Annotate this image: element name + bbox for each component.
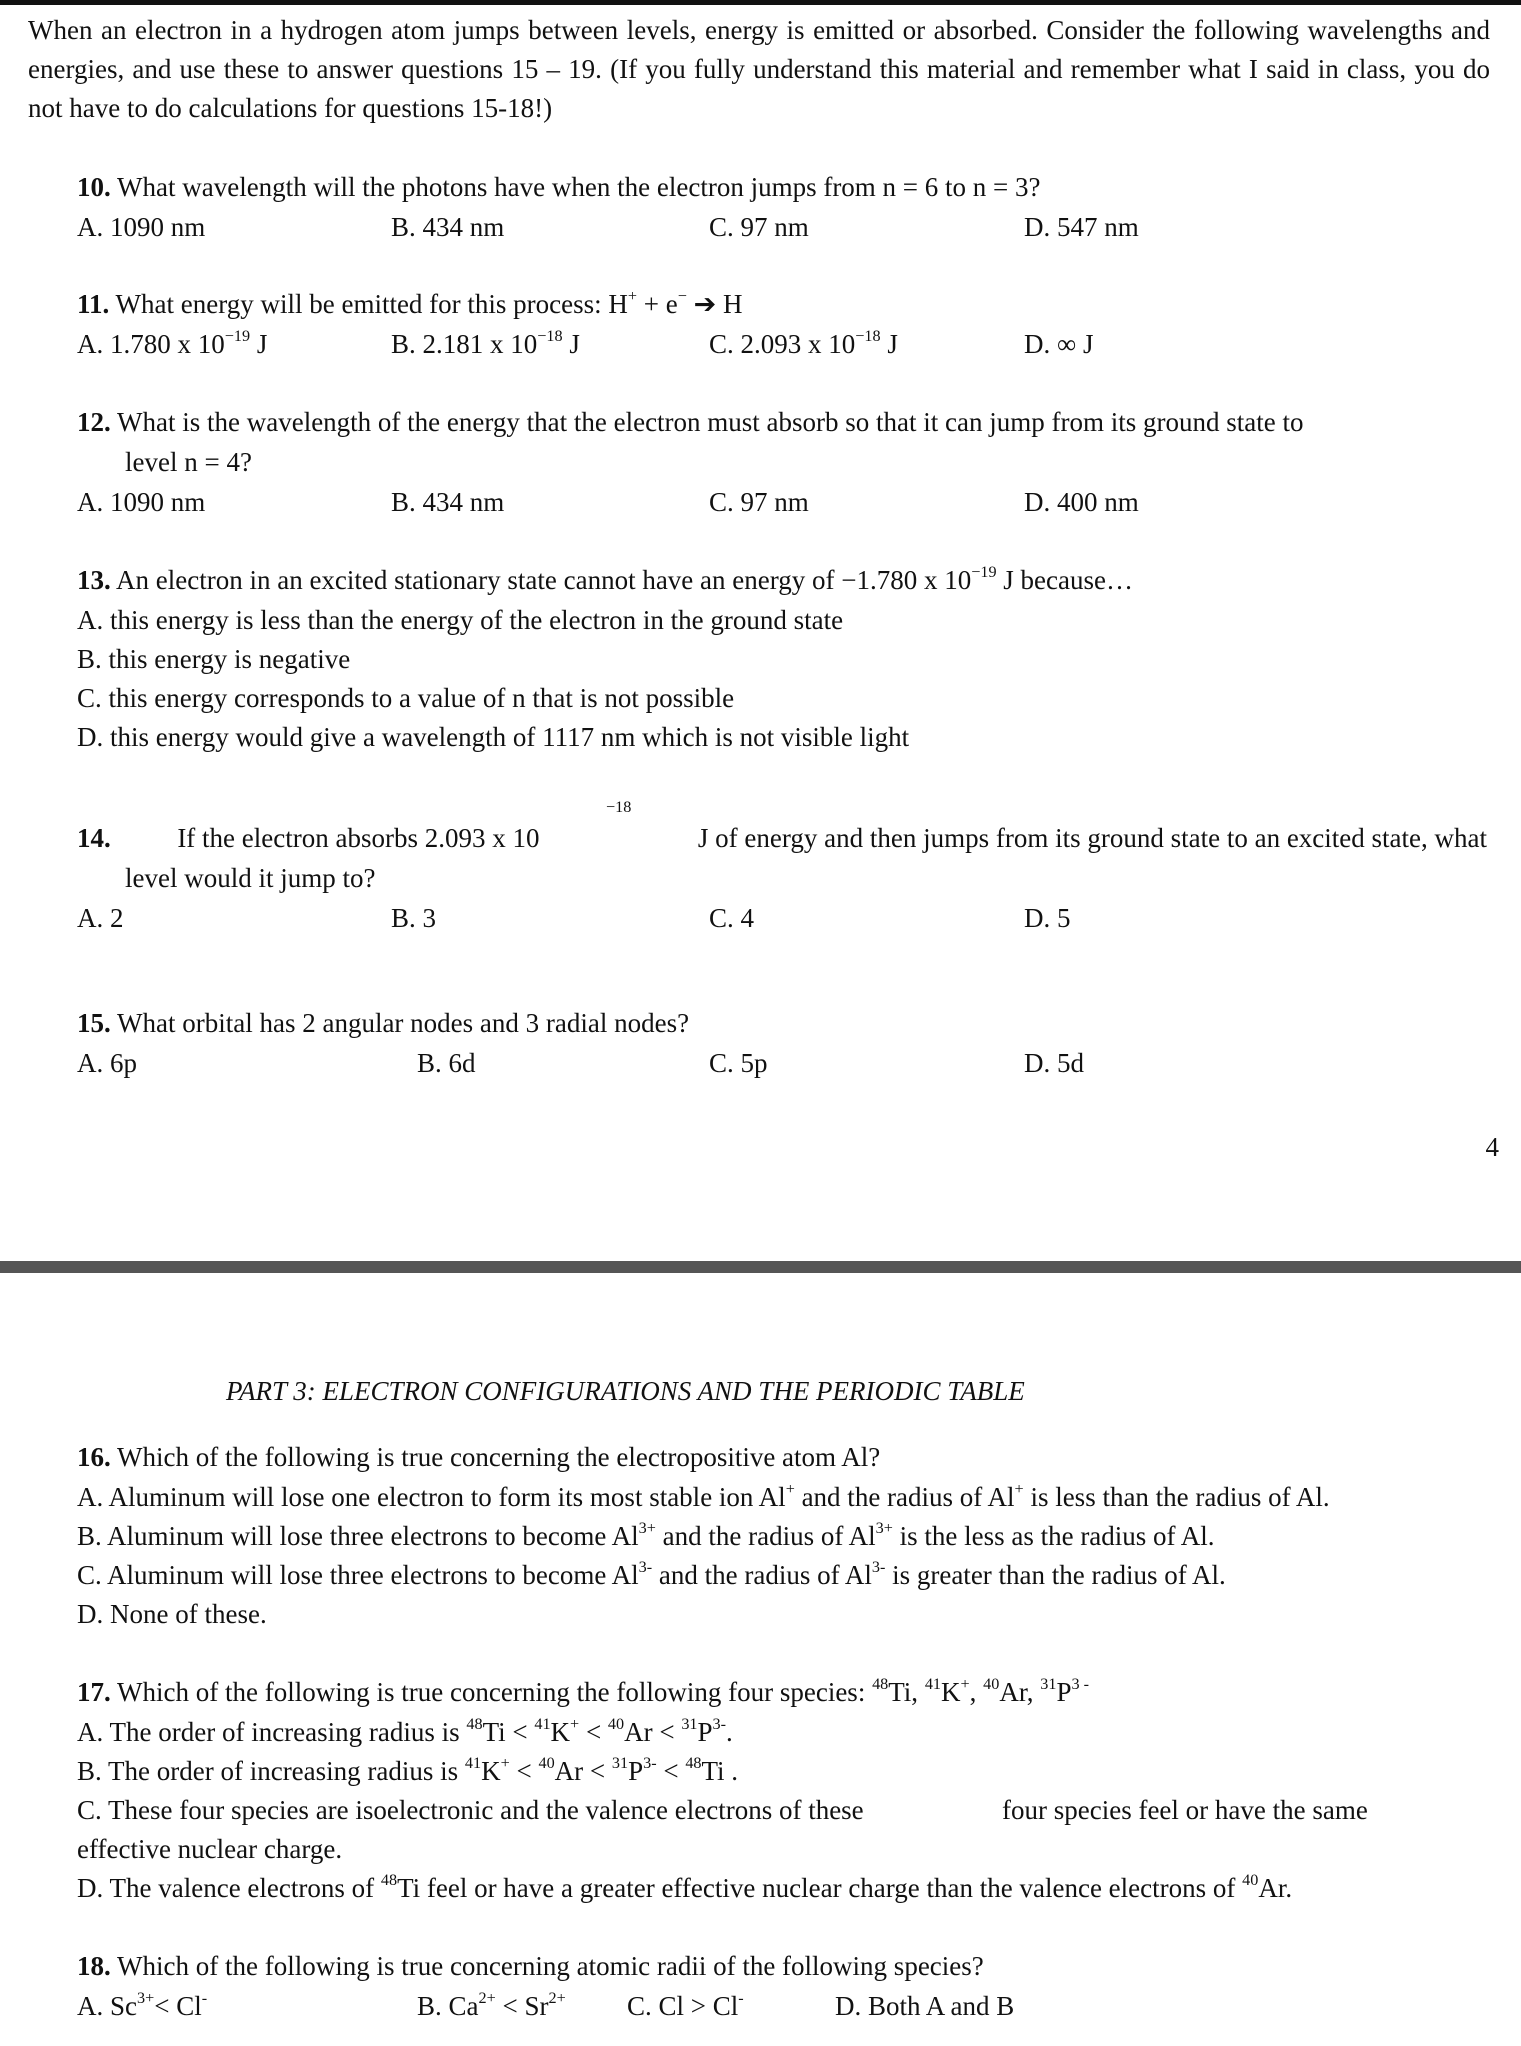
option-text: A. Aluminum will lose one electron to form its most stable ion Al	[77, 1482, 786, 1512]
question-17	[77, 1673, 1089, 1712]
superscript: 31	[611, 1753, 629, 1772]
question-text: What orbital has 2 angular nodes and 3 radial nodes?	[117, 1008, 690, 1038]
superscript: 48	[685, 1753, 702, 1772]
species: P	[1056, 1677, 1072, 1707]
question-number: 18.	[77, 1951, 111, 1981]
question-text: If the electron absorbs 2.093 x 10	[177, 823, 540, 853]
species: Ar,	[999, 1677, 1041, 1707]
option-text: < Sr	[495, 1991, 549, 2021]
q15-option-d: D. 5d	[1024, 1048, 1084, 1078]
superscript: 40	[1242, 1870, 1259, 1889]
q17-option-d	[77, 1869, 1292, 1908]
question-text: Which of the following is true concerning the following four species:	[117, 1677, 873, 1707]
option-text: K	[550, 1717, 571, 1747]
question-text-continued: level would it jump to?	[125, 863, 376, 893]
q16-option-d: D. None of these.	[77, 1599, 267, 1629]
q12-option-a: A. 1090 nm	[77, 487, 206, 517]
q14-option-d: D. 5	[1024, 903, 1071, 933]
question-text-continued: level n = 4?	[125, 447, 252, 477]
question-text: H	[723, 289, 743, 319]
q12-option-c: C. 97 nm	[709, 487, 809, 517]
option-text: C. 2.093 x 10	[709, 329, 856, 359]
question-number: 16.	[77, 1442, 111, 1472]
superscript: +	[627, 286, 638, 305]
q13-option-a: A. this energy is less than the energy of the electron in the ground state	[77, 605, 844, 635]
question-text: What energy will be emitted for this process: H	[115, 289, 628, 319]
q18-option-c	[627, 1987, 744, 2026]
question-number: 14.	[77, 823, 111, 853]
superscript: −18	[537, 326, 563, 345]
option-text: P	[628, 1756, 644, 1786]
superscript: +	[1014, 1479, 1024, 1498]
superscript: 2+	[478, 1988, 496, 2007]
option-text: B. 2.181 x 10	[391, 329, 538, 359]
page-number: 4	[1485, 1132, 1499, 1162]
q14-option-a: A. 2	[77, 903, 124, 933]
q12-option-d: D. 400 nm	[1024, 487, 1139, 517]
superscript: −19	[971, 562, 997, 581]
superscript: 3 -	[1071, 1674, 1089, 1693]
superscript: 3+	[638, 1518, 656, 1537]
option-text: is less than the radius of Al.	[1023, 1482, 1330, 1512]
option-text: J	[562, 329, 580, 359]
superscript: 3+	[137, 1988, 155, 2007]
question-text: Which of the following is true concerning atomic radii of the following species?	[117, 1951, 984, 1981]
option-text: Ar <	[554, 1756, 612, 1786]
q11-option-c	[709, 325, 898, 364]
option-text: .	[726, 1717, 733, 1747]
superscript: +	[500, 1753, 510, 1772]
q16-option-a	[77, 1478, 1330, 1517]
q13-option-d: D. this energy would give a wavelength of 1117 nm which is not visible light	[77, 722, 910, 752]
q15-option-b: B. 6d	[417, 1048, 476, 1078]
superscript: 3-	[871, 1557, 886, 1576]
question-14	[77, 797, 1487, 858]
option-text: C. Cl > Cl	[627, 1991, 739, 2021]
option-text: Ti .	[701, 1756, 739, 1786]
option-text: B. Ca	[417, 1991, 479, 2021]
option-text: and the radius of Al	[794, 1482, 1015, 1512]
question-10	[77, 168, 1041, 207]
question-18	[77, 1947, 984, 1986]
superscript: 41	[534, 1714, 551, 1733]
question-text: An electron in an excited stationary state cannot have an energy of −1.780 x 10	[116, 565, 972, 595]
q11-option-d: D. ∞ J	[1024, 329, 1094, 359]
option-text: B. Aluminum will lose three electrons to become Al	[77, 1521, 639, 1551]
superscript: 40	[983, 1674, 1000, 1693]
question-number: 17.	[77, 1677, 111, 1707]
superscript: −18	[855, 326, 881, 345]
superscript: 48	[872, 1674, 889, 1693]
question-text: J because…	[996, 565, 1133, 595]
question-text: What is the wavelength of the energy that the electron must absorb so that it can jump from its ground state to	[117, 407, 1304, 437]
superscript: 41	[924, 1674, 941, 1693]
option-text: < Cl	[154, 1991, 202, 2021]
superscript: 48	[466, 1714, 483, 1733]
option-text: and the radius of Al	[652, 1560, 872, 1590]
q12-option-b: B. 434 nm	[391, 487, 505, 517]
q17-option-a	[77, 1713, 733, 1752]
option-text: J	[880, 329, 898, 359]
question-13	[77, 561, 1133, 600]
question-number: 15.	[77, 1008, 111, 1038]
superscript: 41	[464, 1753, 482, 1772]
superscript: −18	[606, 797, 632, 816]
q10-option-a: A. 1090 nm	[77, 212, 206, 242]
arrow-icon: ➔	[686, 289, 724, 319]
superscript: -	[738, 1988, 744, 2007]
q17-option-c-line2: effective nuclear charge.	[77, 1834, 343, 1864]
species: ,	[969, 1677, 984, 1707]
question-text: + e	[637, 289, 678, 319]
top-border	[0, 0, 1521, 5]
option-text: A. 1.780 x 10	[77, 329, 225, 359]
question-number: 11.	[77, 289, 110, 319]
question-text: What wavelength will the photons have when the electron jumps from n = 6 to n = 3?	[117, 172, 1041, 202]
superscript: 31	[1040, 1674, 1057, 1693]
option-text: Ar.	[1258, 1873, 1293, 1903]
superscript: 40	[538, 1753, 555, 1772]
q15-option-a: A. 6p	[77, 1048, 137, 1078]
option-text: P	[697, 1717, 713, 1747]
superscript: −	[677, 286, 687, 305]
question-text: J of energy and then jumps from its ground state to an excited state, what	[697, 823, 1487, 853]
superscript: 40	[607, 1714, 625, 1733]
q16-option-c	[77, 1556, 1226, 1595]
option-text: K	[481, 1756, 501, 1786]
option-text: Ar <	[624, 1717, 682, 1747]
q11-option-a	[77, 325, 267, 364]
option-text: Ti feel or have a greater effective nuclear charge than the valence electrons of	[397, 1873, 1243, 1903]
option-text: A. Sc	[77, 1991, 137, 2021]
superscript: 3-	[638, 1557, 653, 1576]
option-text: is greater than the radius of Al.	[885, 1560, 1226, 1590]
q10-option-c: C. 97 nm	[709, 212, 809, 242]
q14-option-b: B. 3	[391, 903, 437, 933]
option-text: is the less as the radius of Al.	[892, 1521, 1215, 1551]
superscript: 3+	[875, 1518, 893, 1537]
option-text: A. The order of increasing radius is	[77, 1717, 467, 1747]
q17-option-c: C. These four species are isoelectronic and the valence electrons of these	[77, 1795, 864, 1825]
question-number: 10.	[77, 172, 111, 202]
option-text: B. The order of increasing radius is	[77, 1756, 465, 1786]
option-text: D. The valence electrons of	[77, 1873, 381, 1903]
q13-option-c: C. this energy corresponds to a value of n that is not possible	[77, 683, 735, 713]
superscript: 3-	[643, 1753, 657, 1772]
species: Ti,	[888, 1677, 925, 1707]
superscript: −19	[224, 326, 251, 345]
q11-option-b	[391, 325, 580, 364]
q13-option-b: B. this energy is negative	[77, 644, 351, 674]
superscript: 48	[380, 1870, 398, 1889]
page-divider	[0, 1261, 1521, 1273]
q17-option-c-continued: four species feel or have the same	[1002, 1795, 1368, 1825]
section-title: PART 3: ELECTRON CONFIGURATIONS AND THE PERIODIC TABLE	[226, 1376, 1025, 1406]
option-text: and the radius of Al	[655, 1521, 876, 1551]
superscript: 2+	[548, 1988, 566, 2007]
question-16	[77, 1438, 880, 1477]
question-11	[77, 285, 743, 324]
option-text: Ti <	[482, 1717, 535, 1747]
q18-option-d: D. Both A and B	[835, 1991, 1015, 2021]
intro-paragraph: When an electron in a hydrogen atom jumps between levels, energy is emitted or absorbed. Consider the following wavelengths and energies, and use these to answer questions 15 – 19. (If you fully understand this material and remember what I said in class, you do not have to do calculations for questions 15-18!)	[28, 15, 1490, 123]
option-text: <	[509, 1756, 539, 1786]
q18-option-a	[77, 1987, 207, 2026]
superscript: 3-	[712, 1714, 727, 1733]
q16-option-b	[77, 1517, 1215, 1556]
question-number: 13.	[77, 565, 111, 595]
superscript: 31	[681, 1714, 698, 1733]
q18-option-b	[417, 1987, 566, 2026]
q10-option-b: B. 434 nm	[391, 212, 505, 242]
option-text: J	[250, 329, 268, 359]
q15-option-c: C. 5p	[709, 1048, 768, 1078]
question-text: Which of the following is true concerning the electropositive atom Al?	[117, 1442, 881, 1472]
q17-option-b	[77, 1752, 738, 1791]
superscript: +	[570, 1714, 580, 1733]
question-number: 12.	[77, 407, 111, 437]
superscript: -	[201, 1988, 208, 2007]
superscript: +	[960, 1674, 970, 1693]
option-text: <	[579, 1717, 608, 1747]
option-text: C. Aluminum will lose three electrons to become Al	[77, 1560, 639, 1590]
q14-option-c: C. 4	[709, 903, 755, 933]
question-12	[77, 403, 1303, 442]
question-15	[77, 1004, 689, 1043]
q10-option-d: D. 547 nm	[1024, 212, 1139, 242]
option-text: <	[656, 1756, 686, 1786]
superscript: +	[785, 1479, 795, 1498]
species: K	[941, 1677, 961, 1707]
